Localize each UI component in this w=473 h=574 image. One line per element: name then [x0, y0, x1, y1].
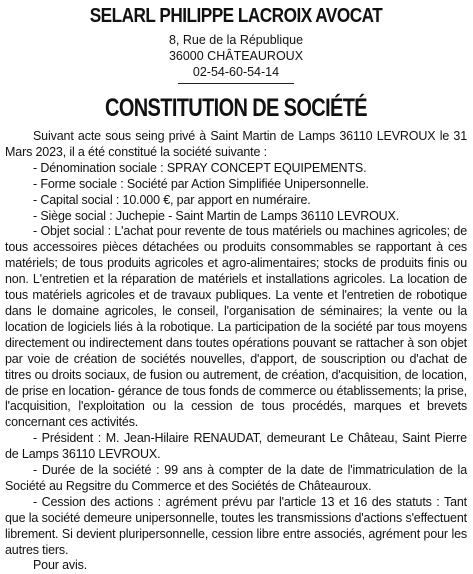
- duration-item: - Durée de la société : 99 ans à compter de la date de l'immatriculation de la Société au Regsitre du Commerce et des Sociétés de Châteauroux.: [5, 463, 467, 493]
- business-purpose-item: - Objet social : L'achat pour revente de tous matériels ou machines agricoles; de tous accessoires pièces détachées ou produits consommables se rapportant à ces matériels; de tous produits agricoles et agro-alimentaires; stocks de produits finis ou non. L'entretien et la réparation de matériels et installations agricoles. La location de tous matériels agricoles et de travaux publiques. La vente et l'entretien de robotique dans le domaine agricoles, le conseil, l'organisation de séminaires; la vente ou la location de logiciels liés à la robotique. La participation de la société par tous moyens directement ou indirectement dans toutes opérations pouvant se rattacher à son objet par voie de création de sociétés nouvelles, d'apport, de souscription ou d'achat de titres ou droits sociaux, de fusion ou autrement, de création, d'acquisition, de location, de prise en location- gérance de tous fonds de commerce ou établissements; la prise, l'acquisition, l'exploitation ou la cession de tous procédés, marques et brevets concernant ces activités.: [5, 224, 467, 430]
- header-divider: [178, 83, 294, 84]
- address-phone: 02-54-60-54-14: [192, 65, 280, 79]
- address-street: 8, Rue de la République: [168, 33, 304, 47]
- closing-line: Pour avis.: [33, 558, 88, 573]
- firm-name: SELARL PHILIPPE LACROIX AVOCAT: [89, 5, 383, 27]
- legal-form-item: - Forme sociale : Société par Action Simplifiée Unipersonnelle.: [33, 176, 369, 191]
- head-office-item: - Siège social : Juchepie - Saint Martin de Lamps 36110 LEVROUX.: [33, 208, 400, 223]
- president-item: - Président : M. Jean-Hilaire RENAUDAT, demeurant Le Château, Saint Pierre de Lamps 36110 LEVROUX.: [5, 431, 467, 462]
- share-transfer-item: - Cession des actions : agrément prévu par l'article 13 et 16 des statuts : Tant que la société demeure unipersonnelle, toutes les transmissions d'actions s'effectuent librement. Si devient pluripersonnelle, cession libre entre associés, agrément pour les autres tiers.: [5, 494, 467, 557]
- address-city: 36000 CHÂTEAUROUX: [168, 49, 304, 63]
- legal-notice: [0, 4, 473, 573]
- company-name-item: - Dénomination sociale : SPRAY CONCEPT EQUIPEMENTS.: [33, 160, 367, 175]
- notice-body: [5, 129, 467, 574]
- intro-paragraph: Suivant acte sous seing privé à Saint Martin de Lamps 36110 LEVROUX le 31 Mars 2023, il a été constitué la société suivante :: [5, 129, 467, 159]
- share-capital-item: - Capital social : 10.000 €, par apport en numéraire.: [33, 192, 311, 207]
- firm-address: [5, 32, 467, 80]
- notice-title: CONSTITUTION DE SOCIÉTÉ: [105, 94, 367, 122]
